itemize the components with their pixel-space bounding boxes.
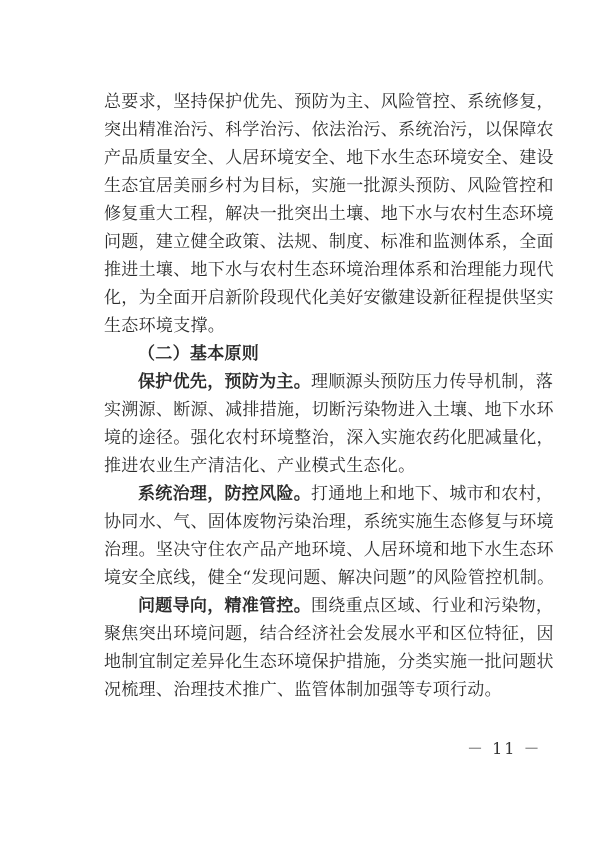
text-line: 生态宜居美丽乡村为目标，实施一批源头预防、风险管控和: [104, 176, 554, 196]
text-line: 治理。坚决守住农产品产地环境、人居环境和地下水生态环: [104, 540, 554, 560]
text-line: 协同水、气、固体废物污染治理，系统实施生态修复与环境: [104, 512, 554, 532]
principle-title: 保护优先，预防为主。: [138, 372, 311, 392]
principle-paragraph-2: [104, 480, 555, 592]
text-line: [104, 592, 554, 620]
text-line: 推进农业生产清洁化、产业模式生态化。: [104, 456, 416, 476]
text-line: 境安全底线，健全“发现问题、解决问题”的风险管控机制。: [104, 568, 555, 588]
principle-text: 打通地上和地下、城市和农村，: [311, 484, 554, 504]
text-line: 生态环境支撑。: [104, 316, 226, 336]
text-line: 问题，建立健全政策、法规、制度、标准和监测体系，全面: [104, 232, 554, 252]
text-line: [104, 368, 554, 396]
intro-paragraph: [104, 88, 554, 340]
section-heading: （二）基本原则: [138, 344, 260, 364]
text-line: 地制宜制定差异化生态环境保护措施，分类实施一批问题状: [104, 652, 554, 672]
text-line: 境的途径。强化农村环境整治，深入实施农药化肥减量化，: [104, 428, 554, 448]
text-line: [104, 480, 554, 508]
text-line: 总要求，坚持保护优先、预防为主、风险管控、系统修复，: [104, 92, 554, 112]
text-line: 聚焦突出环境问题，结合经济社会发展水平和区位特征，因: [104, 624, 554, 644]
text-line: 推进土壤、地下水与农村生态环境治理体系和治理能力现代: [104, 260, 554, 280]
body-text: [104, 88, 555, 704]
text-line: 化，为全面开启新阶段现代化美好安徽建设新征程提供坚实: [104, 288, 554, 308]
principle-paragraph-3: [104, 592, 554, 704]
text-line: 突出精准治污、科学治污、依法治污、系统治污，以保障农: [104, 120, 554, 140]
text-line: 实溯源、断源、减排措施，切断污染物进入土壤、地下水环: [104, 400, 554, 420]
principle-title: 系统治理，防控风险。: [138, 484, 311, 504]
text-line: 况梳理、治理技术推广、监管体制加强等专项行动。: [104, 680, 502, 700]
principle-text: 理顺源头预防压力传导机制，落: [311, 372, 554, 392]
principle-paragraph-1: [104, 368, 554, 480]
text-line: 修复重大工程，解决一批突出土壤、地下水与农村生态环境: [104, 204, 554, 224]
principle-title: 问题导向，精准管控。: [138, 596, 311, 616]
principle-text: 围绕重点区域、行业和污染物，: [311, 596, 554, 616]
page-number: － 11 －: [467, 739, 542, 758]
text-line: 产品质量安全、人居环境安全、地下水生态环境安全、建设: [104, 148, 554, 168]
